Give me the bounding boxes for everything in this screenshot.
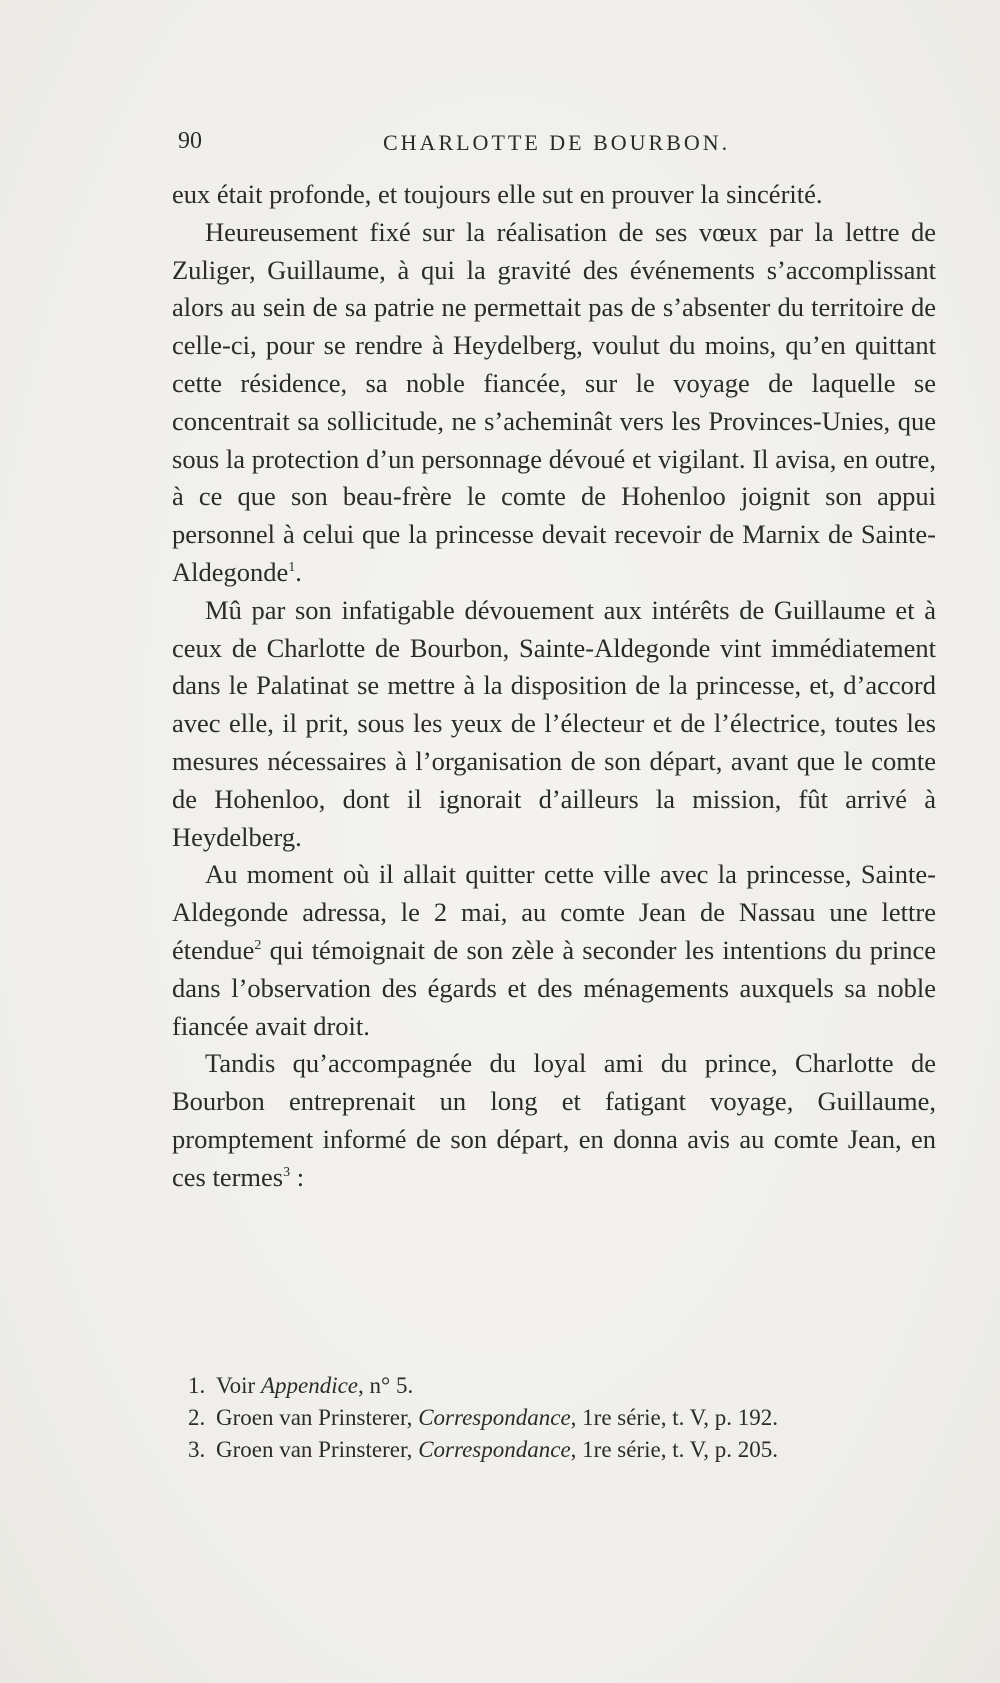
footnote-text: , 1re série, t. V, p. 192. <box>570 1405 779 1430</box>
paragraph-text-tail: qui témoignait de son zèle à seconder les intentions du prince dans l’observation des égards et des ménagements auxquels sa noble fiancée avait droit. <box>172 934 936 1041</box>
footnote-number: 1. <box>188 1373 206 1398</box>
page-header <box>178 128 748 162</box>
footnote-ref-1[interactable]: 1 <box>288 560 296 576</box>
footnotes <box>188 1370 908 1466</box>
paragraph-2 <box>172 214 936 592</box>
page-number: 90 <box>178 128 202 154</box>
footnote-title: Correspondance <box>418 1405 571 1430</box>
paragraph-text-tail: . <box>295 556 302 587</box>
paragraph-3 <box>172 592 936 857</box>
footnote-text: Groen van Prinsterer, <box>216 1437 419 1462</box>
footnote-3 <box>188 1434 908 1466</box>
paragraph-text: eux était profonde, et toujours elle sut en prouver la sincérité. <box>172 179 823 209</box>
footnote-text: Groen van Prinsterer, <box>216 1405 419 1430</box>
footnote-title: Correspondance <box>418 1437 571 1462</box>
paragraph-4 <box>172 856 936 1045</box>
footnote-number: 3. <box>188 1437 206 1462</box>
paragraph-text-tail: : <box>290 1161 305 1192</box>
paragraph-text: Mû par son infatigable dévouement aux intérêts de Guillaume et à ceux de Charlotte de Bourbon, Sainte-Aldegonde vint immédiatement dans le Palatinat se mettre à la disposition de la princesse, et, d’accord avec elle, il prit, sous les yeux de l’électeur et de l’électrice, toutes les mesures nécessaires à l’organisation de son départ, avant que le comte de Hohenloo, dont il ignorait d’ailleurs la mission, fût arrivé à Heydelberg. <box>172 594 936 852</box>
paragraph-1 <box>172 176 936 214</box>
footnote-number: 2. <box>188 1405 206 1430</box>
body-text <box>172 176 936 1197</box>
footnote-ref-2[interactable]: 2 <box>254 938 262 954</box>
paragraph-text: Au moment où il allait quitter cette ville avec la princesse, Sainte-Aldegonde adressa, le 2 mai, au comte Jean de Nassau une lettre étendue <box>172 859 936 965</box>
footnote-text: , n° 5. <box>358 1373 414 1398</box>
footnote-title: Appendice <box>260 1373 359 1398</box>
footnote-text: Voir <box>216 1373 261 1398</box>
footnote-2 <box>188 1402 908 1434</box>
paragraph-text: Heureusement fixé sur la réalisation de ses vœux par la lettre de Zuliger, Guillaume, à qui la gravité des événements s’accomplissant alors au sein de sa patrie ne permettait pas de s’absenter du territoire de celle-ci, pour se rendre à Heydelberg, voulut du moins, qu’en quittant cette résidence, sa noble fiancée, sur le voyage de laquelle se concentrait sa sollicitude, ne s’acheminât vers les Provinces-Unies, que sous la protection d’un personnage dévoué et vigilant. Il avisa, en outre, à ce que son beau-frère le comte de Hohenloo joignit son appui personnel à celui que la princesse devait recevoir de Marnix de Sainte-Aldegonde <box>172 216 936 587</box>
running-title: CHARLOTTE DE BOURBON. <box>383 130 731 155</box>
footnote-ref-3[interactable]: 3 <box>283 1164 291 1180</box>
footnote-1 <box>188 1370 908 1402</box>
paragraph-5 <box>172 1045 936 1196</box>
footnote-text: , 1re série, t. V, p. 205. <box>570 1437 779 1462</box>
paragraph-text: Tandis qu’accompagnée du loyal ami du prince, Charlotte de Bourbon entreprenait un long et fatigant voyage, Guillaume, promptement informé de son départ, en donna avis au comte Jean, en ces termes <box>172 1048 936 1192</box>
